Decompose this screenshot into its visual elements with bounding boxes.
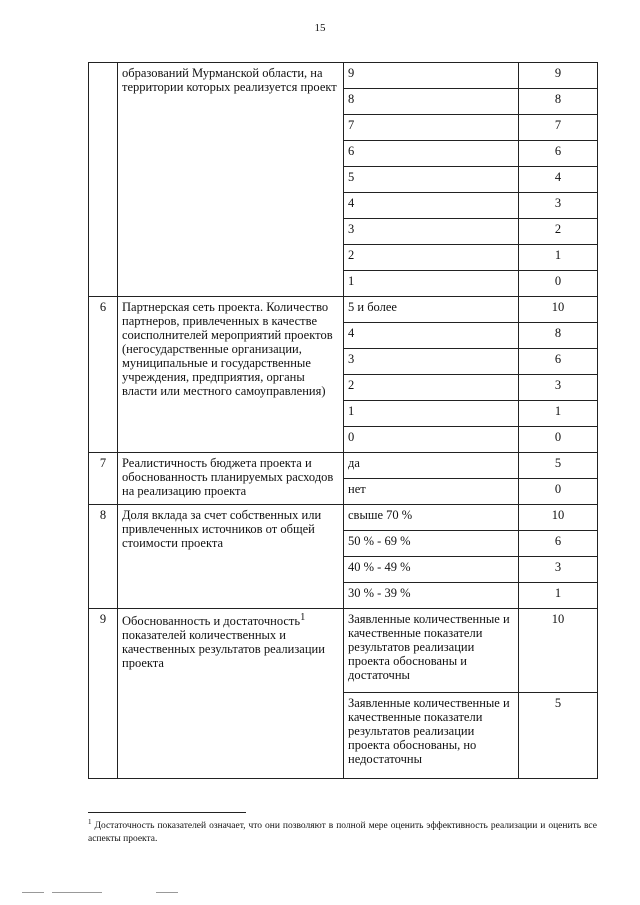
scan-mark xyxy=(22,892,44,893)
option-points: 1 xyxy=(519,245,598,271)
option-value: 5 xyxy=(344,167,519,193)
option-value: Заявленные количественные и качественные показатели результатов реализации проекта обоснованы, но недостаточны xyxy=(344,693,519,779)
option-value: Заявленные количественные и качественные показатели результатов реализации проекта обоснованы и достаточны xyxy=(344,609,519,693)
option-points: 0 xyxy=(519,271,598,297)
option-points: 3 xyxy=(519,375,598,401)
row-number: 8 xyxy=(89,505,118,609)
criteria-table xyxy=(88,62,598,779)
option-points: 10 xyxy=(519,609,598,693)
option-value: 5 и более xyxy=(344,297,519,323)
option-points: 8 xyxy=(519,323,598,349)
option-value: 3 xyxy=(344,219,519,245)
criterion-text: образований Мурманской области, на территории которых реализуется проект xyxy=(118,63,344,297)
row-number xyxy=(89,63,118,297)
table-row xyxy=(89,609,598,693)
table-row xyxy=(89,453,598,479)
footnote xyxy=(88,818,597,846)
option-points: 6 xyxy=(519,531,598,557)
option-value: 7 xyxy=(344,115,519,141)
option-value: 8 xyxy=(344,89,519,115)
scan-mark xyxy=(156,892,178,893)
scan-mark xyxy=(52,892,102,893)
option-value: 2 xyxy=(344,245,519,271)
criterion-text xyxy=(118,609,344,779)
option-points: 3 xyxy=(519,557,598,583)
option-points: 7 xyxy=(519,115,598,141)
option-points: 3 xyxy=(519,193,598,219)
page-number: 15 xyxy=(314,22,326,34)
option-value: 40 % - 49 % xyxy=(344,557,519,583)
option-value: 6 xyxy=(344,141,519,167)
option-points: 9 xyxy=(519,63,598,89)
footnote-text: Достаточность показателей означает, что они позволяют в полной мере оценить эффективность реализации и оценить все аспекты проекта. xyxy=(88,821,597,844)
option-points: 0 xyxy=(519,479,598,505)
criterion-text: Реалистичность бюджета проекта и обоснованность планируемых расходов на реализацию проекта xyxy=(118,453,344,505)
scan-marks xyxy=(22,880,186,898)
option-points: 5 xyxy=(519,453,598,479)
option-value: свыше 70 % xyxy=(344,505,519,531)
option-points: 8 xyxy=(519,89,598,115)
footnote-divider xyxy=(88,812,246,813)
footnote-reference: 1 xyxy=(300,612,306,623)
criterion-text-main: Обоснованность и достаточность xyxy=(122,614,301,629)
option-value: нет xyxy=(344,479,519,505)
criterion-text: Партнерская сеть проекта. Количество партнеров, привлеченных в качестве соисполнителей мероприятий проектов (негосударственные организации, муниципальные и государственные учреждения, предприятия, органы власти или местного самоуправления) xyxy=(118,297,344,453)
option-points: 4 xyxy=(519,167,598,193)
option-points: 0 xyxy=(519,427,598,453)
option-points: 1 xyxy=(519,583,598,609)
option-value: 2 xyxy=(344,375,519,401)
option-value: 1 xyxy=(344,401,519,427)
option-value: 30 % - 39 % xyxy=(344,583,519,609)
option-value: 0 xyxy=(344,427,519,453)
option-value: 4 xyxy=(344,323,519,349)
criterion-text-rest: показателей количественных и качественных результатов реализации проекта xyxy=(122,628,325,671)
option-points: 10 xyxy=(519,297,598,323)
option-value: да xyxy=(344,453,519,479)
footnote-marker: 1 xyxy=(88,818,92,826)
row-number: 7 xyxy=(89,453,118,505)
option-value: 4 xyxy=(344,193,519,219)
row-number: 6 xyxy=(89,297,118,453)
table-row xyxy=(89,297,598,323)
option-value: 1 xyxy=(344,271,519,297)
table-row xyxy=(89,63,598,89)
option-points: 6 xyxy=(519,141,598,167)
table-row xyxy=(89,505,598,531)
option-points: 10 xyxy=(519,505,598,531)
option-value: 50 % - 69 % xyxy=(344,531,519,557)
option-points: 6 xyxy=(519,349,598,375)
option-value: 9 xyxy=(344,63,519,89)
row-number: 9 xyxy=(89,609,118,779)
option-value: 3 xyxy=(344,349,519,375)
option-points: 2 xyxy=(519,219,598,245)
option-points: 1 xyxy=(519,401,598,427)
criterion-text: Доля вклада за счет собственных или привлеченных источников от общей стоимости проекта xyxy=(118,505,344,609)
option-points: 5 xyxy=(519,693,598,779)
